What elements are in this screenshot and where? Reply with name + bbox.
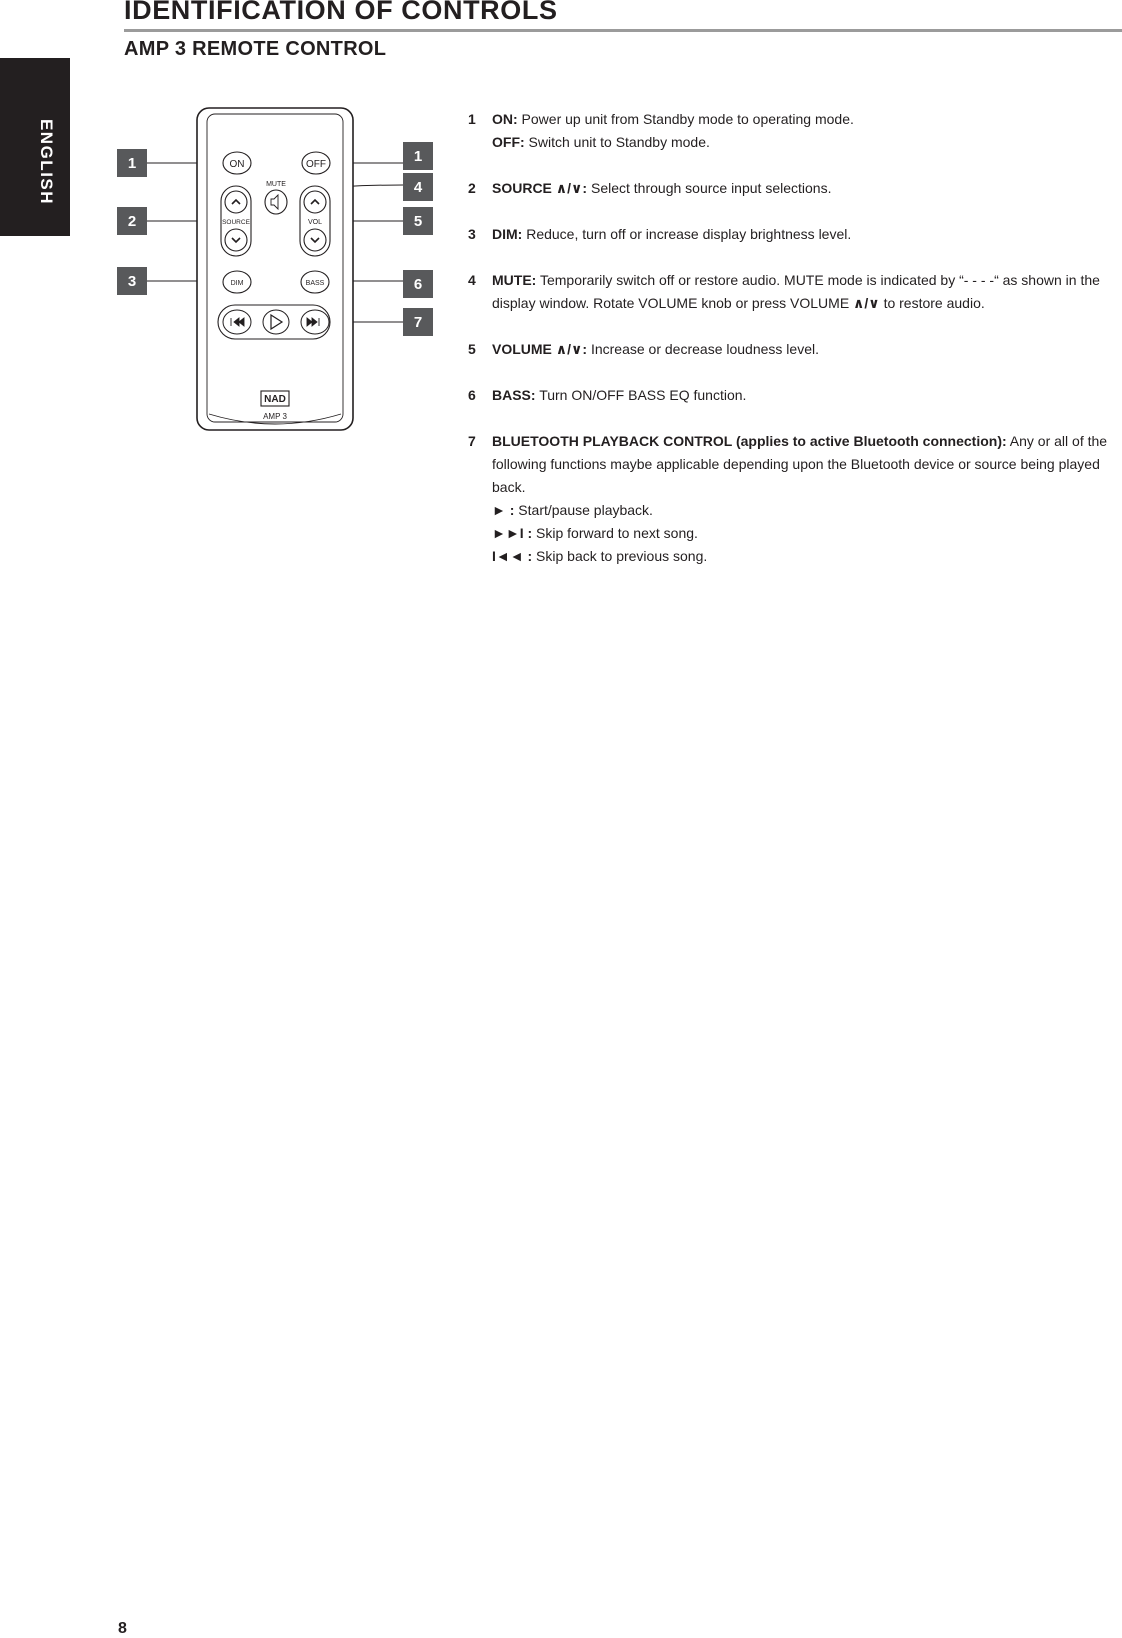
dim-label: DIM	[230, 280, 244, 287]
remote-body	[197, 108, 353, 430]
item-term: ON:	[492, 111, 518, 127]
list-item	[468, 269, 1118, 315]
item-number: 5	[468, 341, 476, 357]
item-number: 4	[468, 272, 476, 288]
item-term: BASS:	[492, 387, 536, 403]
item-text: Turn ON/OFF BASS EQ function.	[535, 387, 747, 403]
item-term: SOURCE	[492, 180, 552, 196]
up-down-arrows-icon: ∧/∨:	[555, 180, 588, 196]
list-item	[468, 223, 1118, 246]
list-item	[468, 108, 1118, 154]
up-down-arrows-icon: ∧/∨	[853, 295, 880, 311]
callout-badge: 7	[403, 308, 433, 336]
item-term: BLUETOOTH PLAYBACK CONTROL (applies to active Bluetooth connection):	[492, 433, 1007, 449]
vol-label: VOL	[307, 219, 323, 226]
callout-badge: 3	[117, 267, 147, 295]
item-text: Temporarily switch off or restore audio. MUTE mode is indicated by “- - - -“ as shown in the display window. Rotate VOLUME knob or press VOLUME	[492, 272, 1100, 311]
item-number: 1	[468, 111, 476, 127]
callout-badge: 1	[117, 149, 147, 177]
section-title: AMP 3 REMOTE CONTROL	[124, 38, 387, 60]
mute-label: MUTE	[266, 181, 286, 188]
on-label: ON	[229, 159, 245, 170]
language-label: ENGLISH	[37, 118, 56, 206]
item-text: Increase or decrease loudness level.	[587, 341, 819, 357]
item-text: Switch unit to Standby mode.	[524, 134, 710, 150]
item-term: OFF:	[492, 134, 525, 150]
source-label: SOURCE	[222, 219, 250, 226]
up-down-arrows-icon: ∧/∨:	[555, 341, 588, 357]
skip-forward-symbol: ►►I :	[492, 525, 533, 541]
list-item	[468, 338, 1118, 361]
model-label: AMP 3	[263, 412, 287, 421]
callout-badge: 5	[403, 207, 433, 235]
list-item	[468, 384, 1118, 407]
brand-label: NAD	[264, 394, 286, 405]
controls-list	[468, 108, 1118, 591]
bass-label: BASS	[305, 280, 325, 287]
item-term: VOLUME	[492, 341, 552, 357]
callout-badge: 4	[403, 173, 433, 201]
item-text: Reduce, turn off or increase display brightness level.	[522, 226, 852, 242]
callout-badge: 1	[403, 142, 433, 170]
item-number: 6	[468, 387, 476, 403]
off-label: OFF	[306, 159, 326, 170]
remote-control-illustration	[0, 0, 440, 440]
page-number: 8	[118, 1620, 127, 1637]
item-text: Power up unit from Standby mode to operating mode.	[517, 111, 854, 127]
item-number: 2	[468, 180, 476, 196]
mute-button	[265, 190, 287, 214]
item-text: Select through source input selections.	[587, 180, 832, 196]
sub-item-text: Skip back to previous song.	[532, 548, 708, 564]
sub-item-text: Start/pause playback.	[514, 502, 653, 518]
play-pause-symbol: ► :	[492, 502, 515, 518]
item-text-after: to restore audio.	[879, 295, 985, 311]
page-title: IDENTIFICATION OF CONTROLS	[124, 0, 558, 25]
item-term: DIM:	[492, 226, 523, 242]
skip-back-symbol: I◄◄ :	[492, 548, 533, 564]
callout-badge: 6	[403, 270, 433, 298]
item-text: Any or all of the following functions maybe applicable depending upon the Bluetooth device or source being played back.	[492, 433, 1108, 495]
list-item	[468, 177, 1118, 200]
item-number: 7	[468, 433, 476, 449]
item-number: 3	[468, 226, 476, 242]
item-term: MUTE:	[492, 272, 537, 288]
list-item	[468, 430, 1118, 568]
sub-item-text: Skip forward to next song.	[532, 525, 698, 541]
callout-badge: 2	[117, 207, 147, 235]
